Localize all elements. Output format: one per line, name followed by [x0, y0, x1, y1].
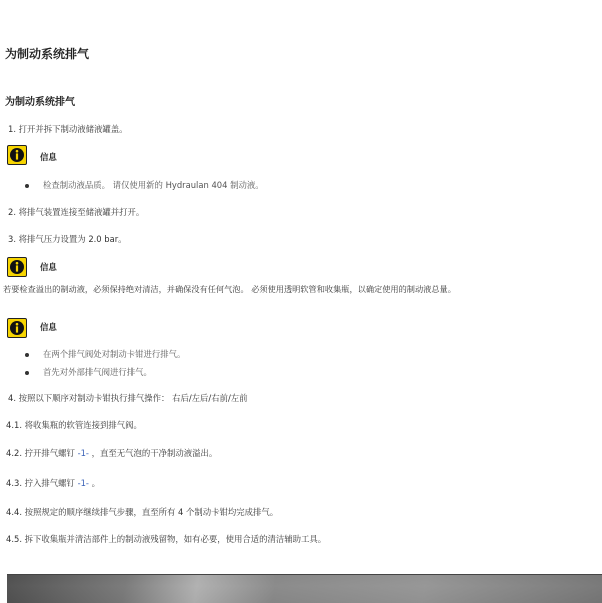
step-4-2	[6, 447, 217, 459]
info-bullet-text: 首先对外部排气阀进行排气。	[43, 367, 152, 377]
info-text: 若要检查溢出的制动液，必须保持绝对清洁，并确保没有任何气泡。 必须使用透明软管和收集瓶，以确定使用的制动液总量。	[3, 284, 456, 294]
info-bullet-text: 在两个排气阀处对制动卡钳进行排气。	[43, 349, 186, 359]
step-1: 1. 打开并拆下制动液储液罐盖。	[8, 124, 128, 134]
info-bullet	[25, 179, 264, 191]
step-2: 2. 将排气装置连接至储液罐并打开。	[8, 207, 145, 217]
info-bullet	[25, 366, 152, 378]
step-3: 3. 将排气压力设置为 2.0 bar。	[8, 234, 127, 244]
info-icon	[7, 145, 27, 165]
info-label: 信息	[40, 152, 57, 162]
step-4-3-text: 4.3. 拧入排气螺钉	[6, 478, 78, 488]
section-title: 为制动系统排气	[5, 97, 75, 108]
info-label: 信息	[40, 322, 57, 332]
step-4-4: 4.4. 按照规定的顺序继续排气步骤，直至所有 4 个制动卡钳均完成排气。	[6, 507, 279, 517]
part-ref-link[interactable]: -1-	[77, 448, 89, 458]
info-bullet	[25, 348, 185, 360]
step-4-1: 4.1. 将收集瓶的软管连接到排气阀。	[6, 420, 142, 430]
step-4-5: 4.5. 拆下收集瓶并清洁部件上的制动液残留物，如有必要，使用合适的清洁辅助工具。	[6, 534, 327, 544]
page-title: 为制动系统排气	[5, 47, 90, 61]
step-4-3-text: 。	[88, 478, 100, 488]
step-4: 4. 按照以下顺序对制动卡钳执行排气操作： 右后/左后/右前/左前	[8, 393, 248, 403]
step-4-2-text: ，直至无气泡的干净制动液溢出。	[88, 448, 218, 458]
info-label: 信息	[40, 262, 57, 272]
step-4-2-text: 4.2. 拧开排气螺钉	[6, 448, 78, 458]
info-icon	[7, 257, 27, 277]
info-bullet-text: 检查制动液品质。 请仅使用新的 Hydraulan 404 制动液。	[43, 180, 264, 190]
part-ref-link[interactable]: -1-	[77, 478, 89, 488]
illustration-image	[7, 574, 602, 603]
step-4-3	[6, 477, 100, 489]
info-icon	[7, 318, 27, 338]
